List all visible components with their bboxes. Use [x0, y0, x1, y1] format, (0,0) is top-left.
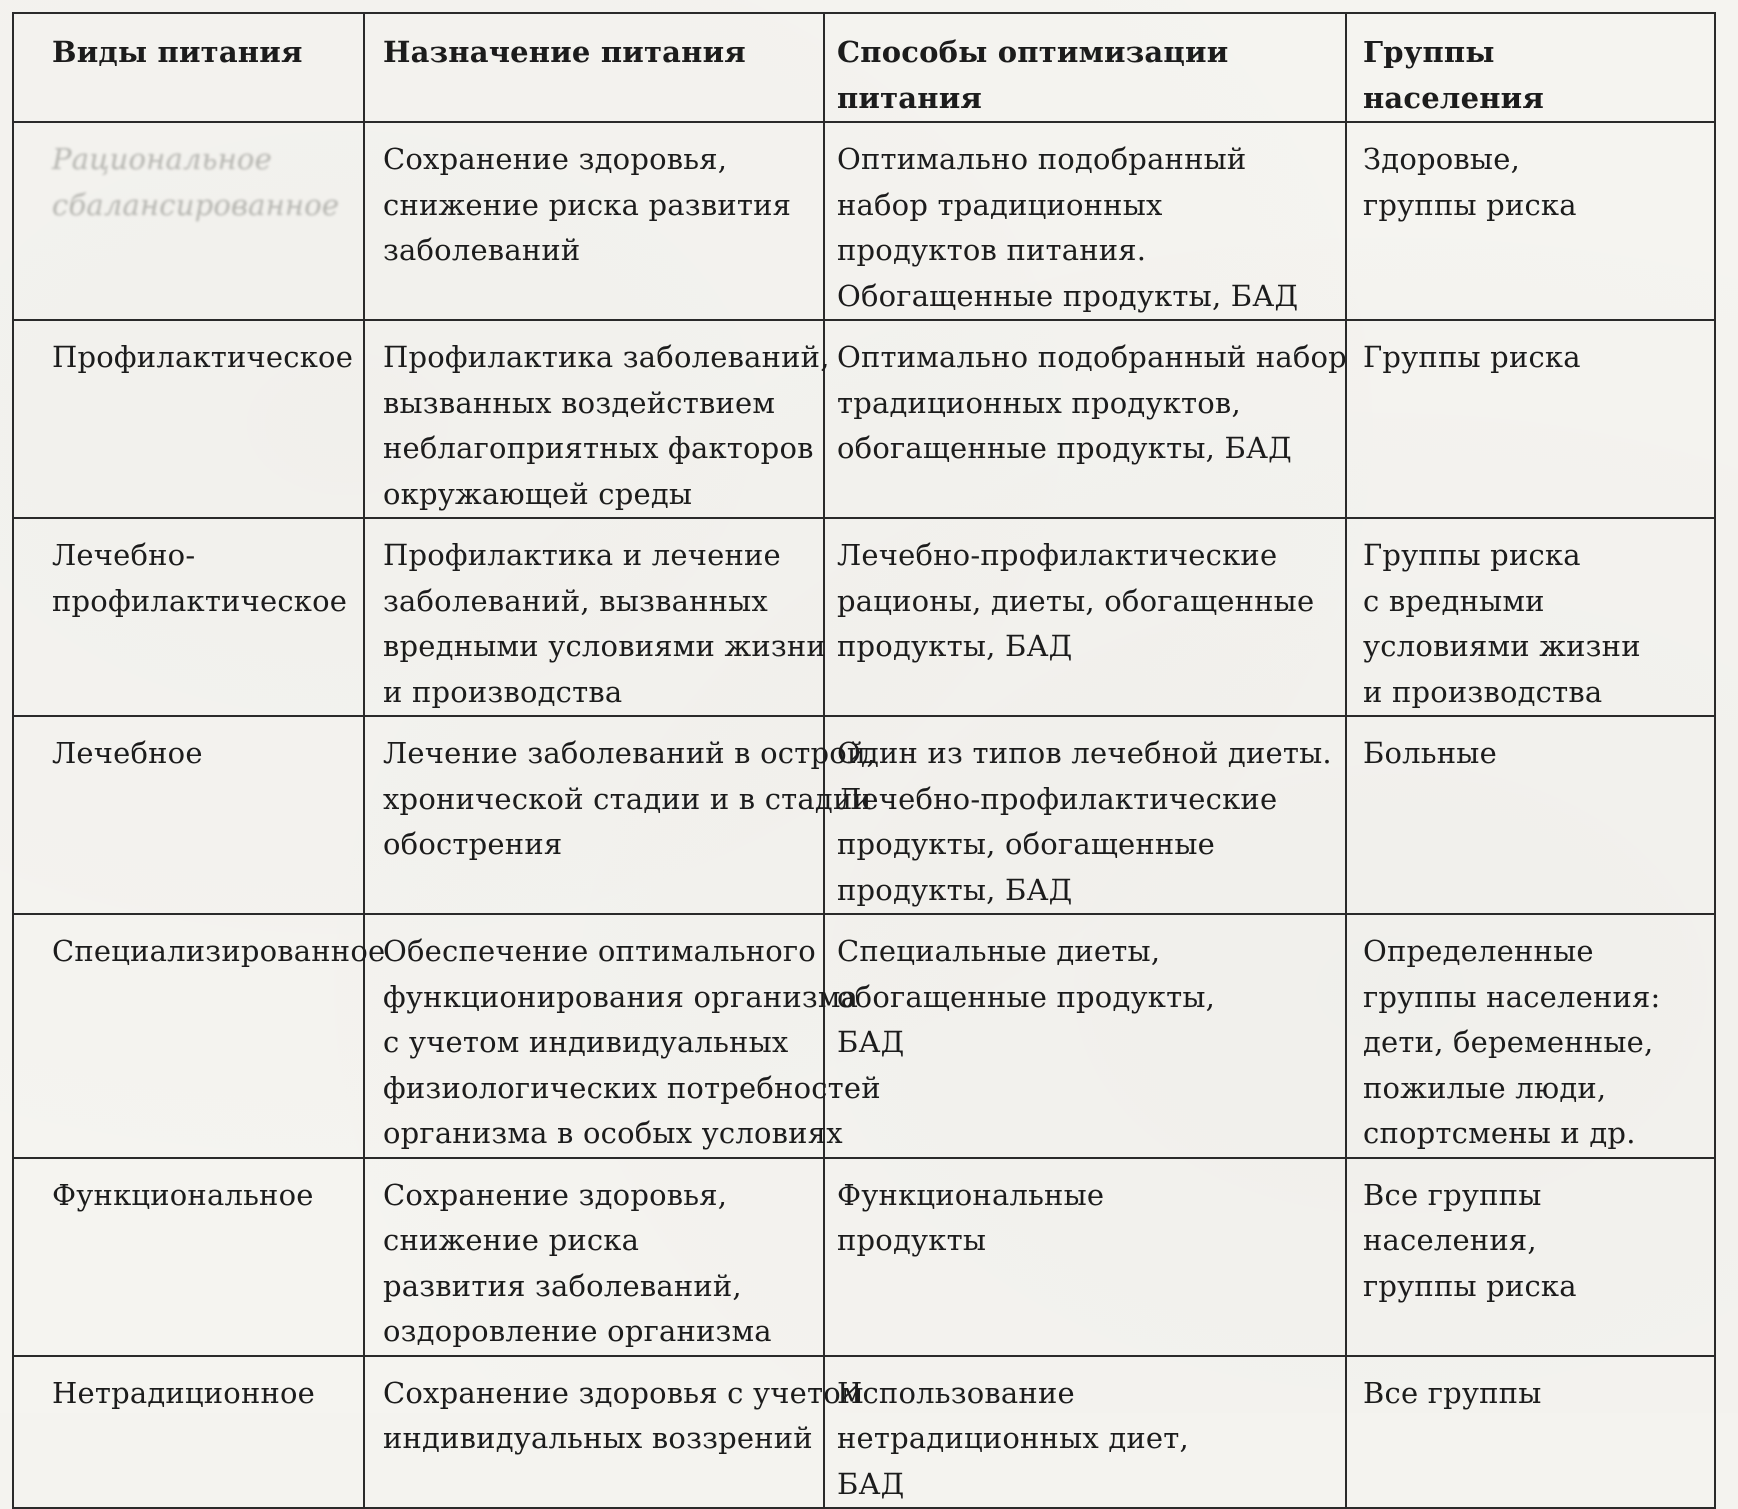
cell-line: Сохранение здоровья с учетом [383, 1375, 864, 1410]
cell-line: Специальные диеты, [837, 934, 1161, 968]
cell-line: Определенные [1363, 934, 1594, 968]
cell-line: Лечебное [52, 736, 203, 770]
cell-line: населения, [1363, 1223, 1537, 1257]
header-cell [1346, 13, 1715, 122]
cell-line: Сохранение здоровья, [383, 142, 728, 176]
cell-line: снижение риска развития [383, 187, 792, 222]
cell-line: рационы, диеты, обогащенные [837, 583, 1315, 618]
cell-line: Лечебно-профилактические [837, 781, 1278, 816]
cell-line: обострения [383, 827, 563, 861]
cell-line: обогащенные продукты, БАД [837, 431, 1292, 465]
cell-line: питания [837, 80, 983, 115]
cell-line: продукты, БАД [837, 629, 1073, 663]
cell-line: продукты, обогащенные [837, 827, 1216, 861]
cell-line: Группы [1363, 35, 1495, 69]
cell-line: продукты, БАД [837, 872, 1073, 907]
cell-type [13, 716, 364, 914]
cell-line: развития заболеваний, [383, 1268, 742, 1303]
cell-line: и производства [1363, 674, 1603, 709]
cell-line: профилактическое [52, 583, 348, 618]
cell-purpose [364, 1158, 824, 1356]
table-row [13, 914, 1715, 1158]
cell-line: спортсмены и др. [1363, 1116, 1636, 1150]
cell-line: Обеспечение оптимального [383, 934, 816, 968]
cell-methods [824, 716, 1346, 914]
cell-groups [1346, 320, 1715, 518]
table-row [13, 716, 1715, 914]
cell-groups [1346, 716, 1715, 914]
cell-methods [824, 320, 1346, 518]
cell-line: Специализированное [52, 934, 386, 968]
cell-line: вызванных воздействием [383, 385, 776, 420]
cell-methods [824, 1356, 1346, 1509]
cell-line: неблагоприятных факторов [383, 431, 814, 465]
cell-purpose [364, 518, 824, 716]
cell-line: Рациональное [52, 142, 272, 176]
cell-line: группы риска [1363, 1268, 1577, 1303]
cell-purpose [364, 716, 876, 914]
table-row [13, 122, 1715, 320]
cell-groups [1346, 1158, 1715, 1356]
cell-line: условиями жизни [1363, 629, 1641, 663]
cell-line: Больные [1363, 736, 1497, 770]
cell-groups [1346, 1356, 1715, 1509]
cell-line: Группы риска [1363, 340, 1581, 374]
header-cell [364, 13, 824, 122]
cell-line: Виды питания [52, 35, 303, 69]
cell-line: группы населения: [1363, 979, 1661, 1014]
nutrition-types-table [12, 12, 1716, 1509]
cell-line: Способы оптимизации [837, 35, 1229, 69]
table-row [13, 1158, 1715, 1356]
cell-line: индивидуальных воззрений [383, 1421, 813, 1455]
cell-line: Лечебно- [52, 538, 196, 572]
cell-line: БАД [837, 1466, 905, 1501]
cell-line: БАД [837, 1025, 905, 1059]
cell-line: заболеваний, вызванных [383, 583, 768, 618]
cell-line: Оптимально подобранный [837, 142, 1247, 176]
cell-line: Все группы [1363, 1177, 1542, 1212]
cell-purpose [364, 320, 830, 518]
cell-line: традиционных продуктов, [837, 385, 1241, 420]
cell-line: Обогащенные продукты, БАД [837, 278, 1299, 313]
cell-line: физиологических потребностей [383, 1070, 881, 1105]
cell-line: Нетрадиционное [52, 1375, 316, 1410]
cell-line: заболеваний [383, 233, 581, 267]
cell-line: группы риска [1363, 187, 1577, 222]
cell-purpose [364, 1356, 864, 1509]
cell-line: пожилые люди, [1363, 1070, 1607, 1105]
cell-line: оздоровление организма [383, 1314, 772, 1348]
table-row [13, 518, 1715, 716]
cell-line: и производства [383, 674, 623, 709]
cell-line: Все группы [1363, 1375, 1542, 1410]
cell-line: Функциональное [52, 1177, 314, 1212]
cell-line: Назначение питания [383, 35, 746, 69]
cell-methods [824, 518, 1346, 716]
cell-line: Лечебно-профилактические [837, 538, 1278, 572]
cell-line: окружающей среды [383, 476, 693, 511]
cell-groups [1346, 518, 1715, 716]
cell-line: Лечение заболеваний в острой, [383, 736, 876, 770]
cell-type [13, 1158, 364, 1356]
cell-line: набор традиционных [837, 187, 1163, 222]
table-row [13, 1356, 1715, 1509]
header-cell [13, 13, 364, 122]
cell-type [13, 320, 364, 518]
cell-line: дети, беременные, [1363, 1025, 1654, 1059]
cell-methods [824, 914, 1346, 1158]
cell-line: Один из типов лечебной диеты. [837, 736, 1332, 770]
cell-line: с вредными [1363, 583, 1545, 618]
header-cell [824, 13, 1346, 122]
cell-line: Профилактика и лечение [383, 538, 781, 572]
cell-line: функционирования организма [383, 979, 859, 1014]
cell-methods [824, 1158, 1346, 1356]
cell-groups [1346, 122, 1715, 320]
cell-line: Сохранение здоровья, [383, 1177, 728, 1212]
cell-line: вредными условиями жизни [383, 629, 826, 663]
cell-line: Профилактика заболеваний, [383, 340, 830, 374]
cell-line: хронической стадии и в стадии [383, 781, 873, 816]
cell-line: организма в особых условиях [383, 1116, 843, 1150]
cell-line: Здоровые, [1363, 142, 1520, 176]
table-row [13, 320, 1715, 518]
cell-line: населения [1363, 80, 1544, 115]
cell-line: продуктов питания. [837, 233, 1147, 267]
cell-line: Функциональные [837, 1177, 1105, 1212]
cell-purpose [364, 122, 824, 320]
cell-line: Оптимально подобранный набор [837, 340, 1347, 374]
cell-line: обогащенные продукты, [837, 979, 1216, 1014]
cell-line: Профилактическое [52, 340, 354, 374]
cell-type [13, 914, 386, 1158]
cell-line: продукты [837, 1223, 987, 1257]
cell-line: нетрадиционных диет, [837, 1421, 1189, 1455]
cell-groups [1346, 914, 1715, 1158]
cell-type [13, 518, 364, 716]
cell-line: Группы риска [1363, 538, 1581, 572]
cell-line: сбалансированное [52, 187, 340, 222]
cell-methods [824, 122, 1346, 320]
cell-line: Использование [837, 1375, 1075, 1410]
cell-type [13, 1356, 364, 1509]
cell-type [13, 122, 364, 320]
table-header-row [13, 13, 1715, 122]
cell-line: снижение риска [383, 1223, 640, 1257]
cell-line: с учетом индивидуальных [383, 1025, 789, 1059]
